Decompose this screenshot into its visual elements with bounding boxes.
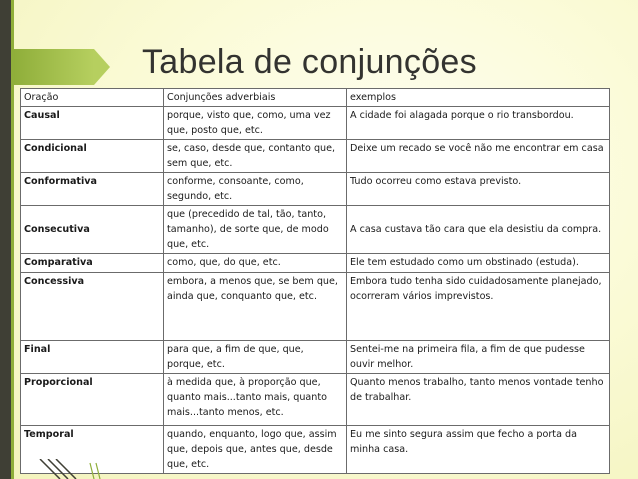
- cell-exemplo: Quanto menos trabalho, tanto menos vontade tenho de trabalhar.: [347, 374, 610, 426]
- cell-tipo: Comparativa: [21, 254, 164, 273]
- header-conjuncoes: Conjunções adverbiais: [164, 89, 347, 107]
- table-row: [21, 140, 610, 173]
- table-row: [21, 273, 610, 341]
- cell-exemplo: Tudo ocorreu como estava previsto.: [347, 173, 610, 206]
- cell-tipo: Concessiva: [21, 273, 164, 341]
- table-header-row: [21, 89, 610, 107]
- cell-conjuncoes: conforme, consoante, como, segundo, etc.: [164, 173, 347, 206]
- cell-exemplo: A cidade foi alagada porque o rio transbordou.: [347, 107, 610, 140]
- header-exemplos: exemplos: [347, 89, 610, 107]
- cell-exemplo: A casa custava tão cara que ela desistiu da compra.: [347, 206, 610, 254]
- conjunctions-table: [20, 88, 610, 474]
- cell-conjuncoes: que (precedido de tal, tão, tanto, tamanho), de sorte que, de modo que, etc.: [164, 206, 347, 254]
- cell-tipo: Condicional: [21, 140, 164, 173]
- slide-title: Tabela de conjunções: [142, 43, 477, 81]
- cell-exemplo: Ele tem estudado como um obstinado (estuda).: [347, 254, 610, 273]
- title-arrow-tip: [94, 49, 110, 85]
- table-row: [21, 374, 610, 426]
- decorative-lines: [30, 459, 140, 479]
- cell-conjuncoes: à medida que, à proporção que, quanto mais...tanto mais, quanto mais...tanto menos, etc.: [164, 374, 347, 426]
- cell-conjuncoes: para que, a fim de que, que, porque, etc.: [164, 341, 347, 374]
- header-oracao: Oração: [21, 89, 164, 107]
- table-row: [21, 341, 610, 374]
- left-accent-bar: [0, 0, 11, 479]
- cell-conjuncoes: embora, a menos que, se bem que, ainda que, conquanto que, etc.: [164, 273, 347, 341]
- cell-conjuncoes: porque, visto que, como, uma vez que, posto que, etc.: [164, 107, 347, 140]
- title-arrow-decoration: [14, 49, 94, 85]
- cell-exemplo: Sentei-me na primeira fila, a fim de que pudesse ouvir melhor.: [347, 341, 610, 374]
- cell-exemplo: Eu me sinto segura assim que fecho a porta da minha casa.: [347, 426, 610, 474]
- table-row: [21, 173, 610, 206]
- table-row: [21, 206, 610, 254]
- cell-conjuncoes: se, caso, desde que, contanto que, sem que, etc.: [164, 140, 347, 173]
- cell-tipo: Consecutiva: [21, 206, 164, 254]
- cell-exemplo: Embora tudo tenha sido cuidadosamente planejado, ocorreram vários imprevistos.: [347, 273, 610, 341]
- table-row: [21, 107, 610, 140]
- cell-conjuncoes: quando, enquanto, logo que, assim que, depois que, antes que, desde que, etc.: [164, 426, 347, 474]
- cell-tipo: Conformativa: [21, 173, 164, 206]
- table-row: [21, 254, 610, 273]
- cell-tipo: Causal: [21, 107, 164, 140]
- cell-tipo: Temporal: [21, 426, 164, 474]
- cell-conjuncoes: como, que, do que, etc.: [164, 254, 347, 273]
- cell-tipo: Final: [21, 341, 164, 374]
- cell-exemplo: Deixe um recado se você não me encontrar em casa: [347, 140, 610, 173]
- cell-tipo: Proporcional: [21, 374, 164, 426]
